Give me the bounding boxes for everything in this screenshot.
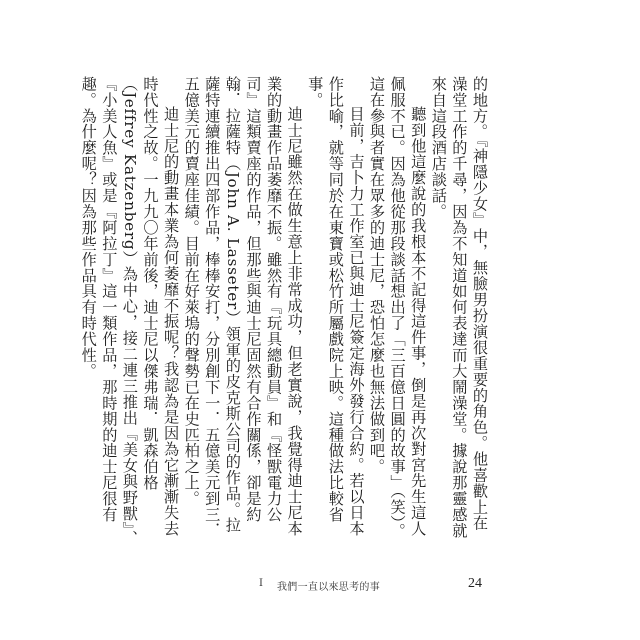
running-title: 我們一直以來思考的事 [277, 582, 380, 593]
page-number: 24 [468, 576, 482, 591]
paragraph-5: 迪士尼的動畫本業為何萎靡不振呢？我認為是因為它漸漸失去時代性之故。一九九〇年前後，迪士尼以傑弗瑞．凱森伯格（Jeffrey Katzenberg）為中心，接二連三推出『美女與野獸』、『小美人魚』或是『阿拉丁』這一類作品，那時期的迪士尼很有趣。為什麼呢？因為那些作品具有時代性。 [79, 76, 181, 546]
vertical-body-text [78, 76, 490, 546]
chapter-number: I [259, 578, 263, 589]
paragraph-1: 的地方。『神隱少女』中，無臉男扮演很重要的角色。他喜歡上在澡堂工作的千尋，因為不知道如何表達而大鬧澡堂。據說那靈感就來自這段酒店談話。 [429, 76, 489, 539]
paragraph-2: 聽到他這麼說的我根本不記得這件事，倒是再次對宮先生這人佩服不已。因為他從那段談話想出了「三百億日圓的故事」（笑）。這在參與者實在眾多的迪士尼，恐怕怎麼也無法做到吧。 [368, 76, 428, 540]
paragraph-3: 目前，吉卜力工作室已與迪士尼簽定海外發行合約。若以日本作比喻，就等同於在東寶或松竹所屬戲院上映。這種做法比較省事。 [306, 76, 366, 538]
page-footer [0, 576, 640, 596]
paragraph-4: 迪士尼雖然在做生意上非常成功，但老實說，我覺得迪士尼本業的動畫作品萎靡不振。雖然有『玩具總動員』和『怪獸電力公司』這類賣座的作品，但那些與迪士尼固然有合作關係，卻是約翰．拉薩特（John A. Lasseter）領軍的皮克斯公司的作品。拉薩特連續推出四部作品，棒棒安打，分別創下一．五億美元到三．五億美元的賣座佳績。目前在好萊塢的聲勢已在史匹柏之上。 [182, 76, 304, 539]
